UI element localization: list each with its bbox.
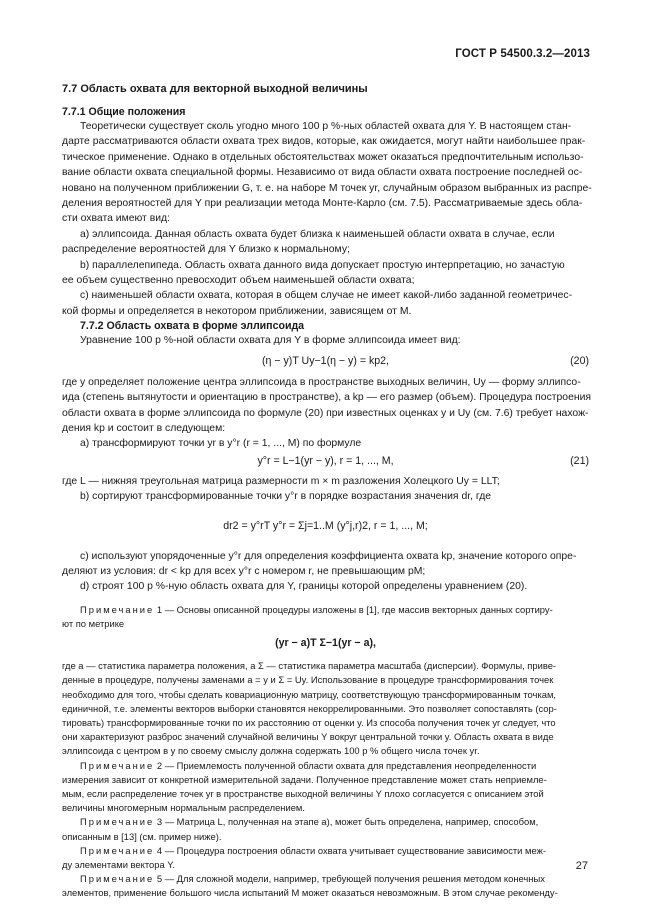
list-item-b-cont: ее объем существенно превосходит объем наименьшей области охвата; [62,275,415,287]
paragraph-line: новано на полученном приближении G, т. е. на наборе M точек yr, случайным образом выбранных из распре- [62,182,592,194]
paragraph-line: Теоретически существует сколь угодно много 100 p %-ных областей охвата для Y. В настоящем стан- [80,121,572,132]
equation-text: y°r = L−1(yr − y), r = 1, ..., M, [257,454,394,467]
section-title: 7.7 Область охвата для векторной выходной величины [62,83,368,95]
paragraph-line: где L — нижняя треугольная матрица размерности m × m разложения Холецкого Uy = LLT; [62,475,500,487]
note-line: описанным в [13] (см. пример ниже). [62,830,222,842]
step-b: b) сортируют трансформированные точки y°r в порядке возрастания значения dr, где [80,491,492,503]
document-header: ГОСТ Р 54500.3.2—2013 [455,48,590,60]
step-d: d) строят 100 p %-ную область охвата для Y, границы которой определены уравнением (20). [80,581,528,593]
page-body [62,82,592,901]
note-4: Примечание 4 — Процедура построения области охвата учитывает существование зависимости меж- [80,844,546,856]
paragraph-line: ида (степень вытянутости и ориентацию в пространстве), а kp — его размер (объем). Процедура построения [62,392,592,404]
page-number: 27 [575,860,588,872]
note-3: Примечание 3 — Матрица L, полученная на этапе a), может быть определена, например, способом, [80,816,539,828]
note-line: элементов, применение большого числа испытаний M может оказаться невозможным. В этом случае рекоменду- [62,887,558,899]
note-line: они характеризуют разброс значений случайной величины Y вокруг центральной точки y. Область охвата в виде [62,731,554,743]
equation-text: dr2 = y°rT y°r = Σj=1..M (y°j,r)2, r = 1, ..., M; [223,519,428,532]
step-a: a) трансформируют точки yr в y°r (r = 1, ..., M) по формуле [80,438,362,450]
paragraph-line: где y определяет положение центра эллипсоида в пространстве выходных величин, Uy — форму эллипсо- [62,376,581,388]
note-line: величины многомерным нормальным распределением. [62,802,305,814]
note-1: Примечание 1 — Основы описанной процедуры изложены в [1], где массив векторных данных сортиру- [80,603,553,615]
paragraph-line: дения kp и состоит в следующем: [62,422,226,434]
list-item-a: a) эллипсоида. Данная область охвата будет близка к наименьшей области охвата в случае, если [80,228,555,240]
paragraph-line: тическое применение. Однако в отдельных обстоятельствах может оказаться предпочтительным использо- [62,151,584,163]
equation-22 [62,505,589,549]
note-label: Примечание [80,759,155,771]
note-line: эллипсоида с центром в y по своему смыслу должна содержать 100 p % общего числа точек yr. [62,745,480,757]
list-item-c: c) наименьшей области охвата, которая в общем случае не имеет какой-либо заданной геометричес- [80,290,573,302]
step-c-cont: деляют из условия: dr < kp для всех y°r с номером r, не превышающим pM; [62,565,426,577]
list-item-a-cont: распределение вероятностей для Y близко к нормальному; [62,244,350,256]
note-line: ду элементами вектора Y. [62,859,175,870]
note-line: мым, если распределение точек yr в пространстве выходной величины Y плохо согласуется с описанием этой [62,787,544,799]
equation-text: (yr − a)T Σ−1(yr − a), [275,637,376,650]
note-line: где a — статистика параметра положения, а Σ — статистика параметра масштаба (дисперсии). Формулы, приве- [62,660,557,672]
note-line: ют по метрике [62,617,125,629]
note-line: измерения зависит от конкретной измерительной задачи. Полученное представление может стать неприемле- [62,773,547,785]
note-5: Примечание 5 — Для сложной модели, например, требующей получения решения методом конечных [80,873,545,885]
subsection-title-general: 7.7.1 Общие положения [62,106,186,118]
subsection-title-ellipsoid: 7.7.2 Область охвата в форме эллипсоида [80,320,305,333]
step-c: c) используют упорядоченные y°r для определения коэффициента охвата kp, значение которого опре- [80,550,577,562]
equation-20 [62,349,589,375]
note-label: Примечание [80,844,155,856]
note-label: Примечание [80,816,155,828]
note-line: тировать) трансформированные точки по их расстоянию от оценки y. Из способа получения точек yr следует, что [62,716,556,728]
equation-number: (21) [570,454,589,467]
note-label: Примечание [80,873,155,885]
equation-note [62,631,589,659]
note-label: Примечание [80,603,155,615]
note-line: необходимо для того, чтобы сделать ковариационную матрицу, соответствующую трансформированным точкам, [62,688,557,700]
paragraph-line: деления вероятностей для Y при реализации метода Монте-Карло (см. 7.5). Рассматриваемые здесь обла- [62,198,583,210]
paragraph-line: Уравнение 100 p %-ной области охвата для Y в форме эллипсоида имеет вид: [80,335,461,347]
equation-21 [62,452,589,474]
paragraph-line: дарте рассматриваются области охвата трех видов, которые, как ожидается, могут найти наибольшее прак- [62,136,586,148]
paragraph-line: области охвата в форме эллипсоида по формуле (20) при известных оценках y и Uy (см. 7.6) требует нахож- [62,407,589,419]
paragraph-line: сти охвата имеют вид: [62,213,170,225]
note-line: денные в процедуре, получены заменами a = y и Σ = Uy. Использование в процедуре трансформирования точек [62,674,554,686]
equation-number: (20) [570,354,589,367]
note-2: Примечание 2 — Приемлемость полученной области охвата для представления неопределенности [80,759,537,771]
list-item-b: b) параллелепипеда. Область охвата данного вида допускает простую интерпретацию, но зачастую [80,259,565,271]
note-line: единичной, т.е. элементы векторов выборки становятся некоррелированными. Это позволяет сопоставлять (сор- [62,702,557,714]
paragraph-line: вание области охвата специальной формы. Независимо от вида области охвата построение последней ос- [62,167,583,179]
equation-text: (η − y)T Uy−1(η − y) = kp2, [262,354,389,367]
list-item-c-cont: кой формы и определяется в некотором приближении, зависящем от M. [62,305,412,317]
